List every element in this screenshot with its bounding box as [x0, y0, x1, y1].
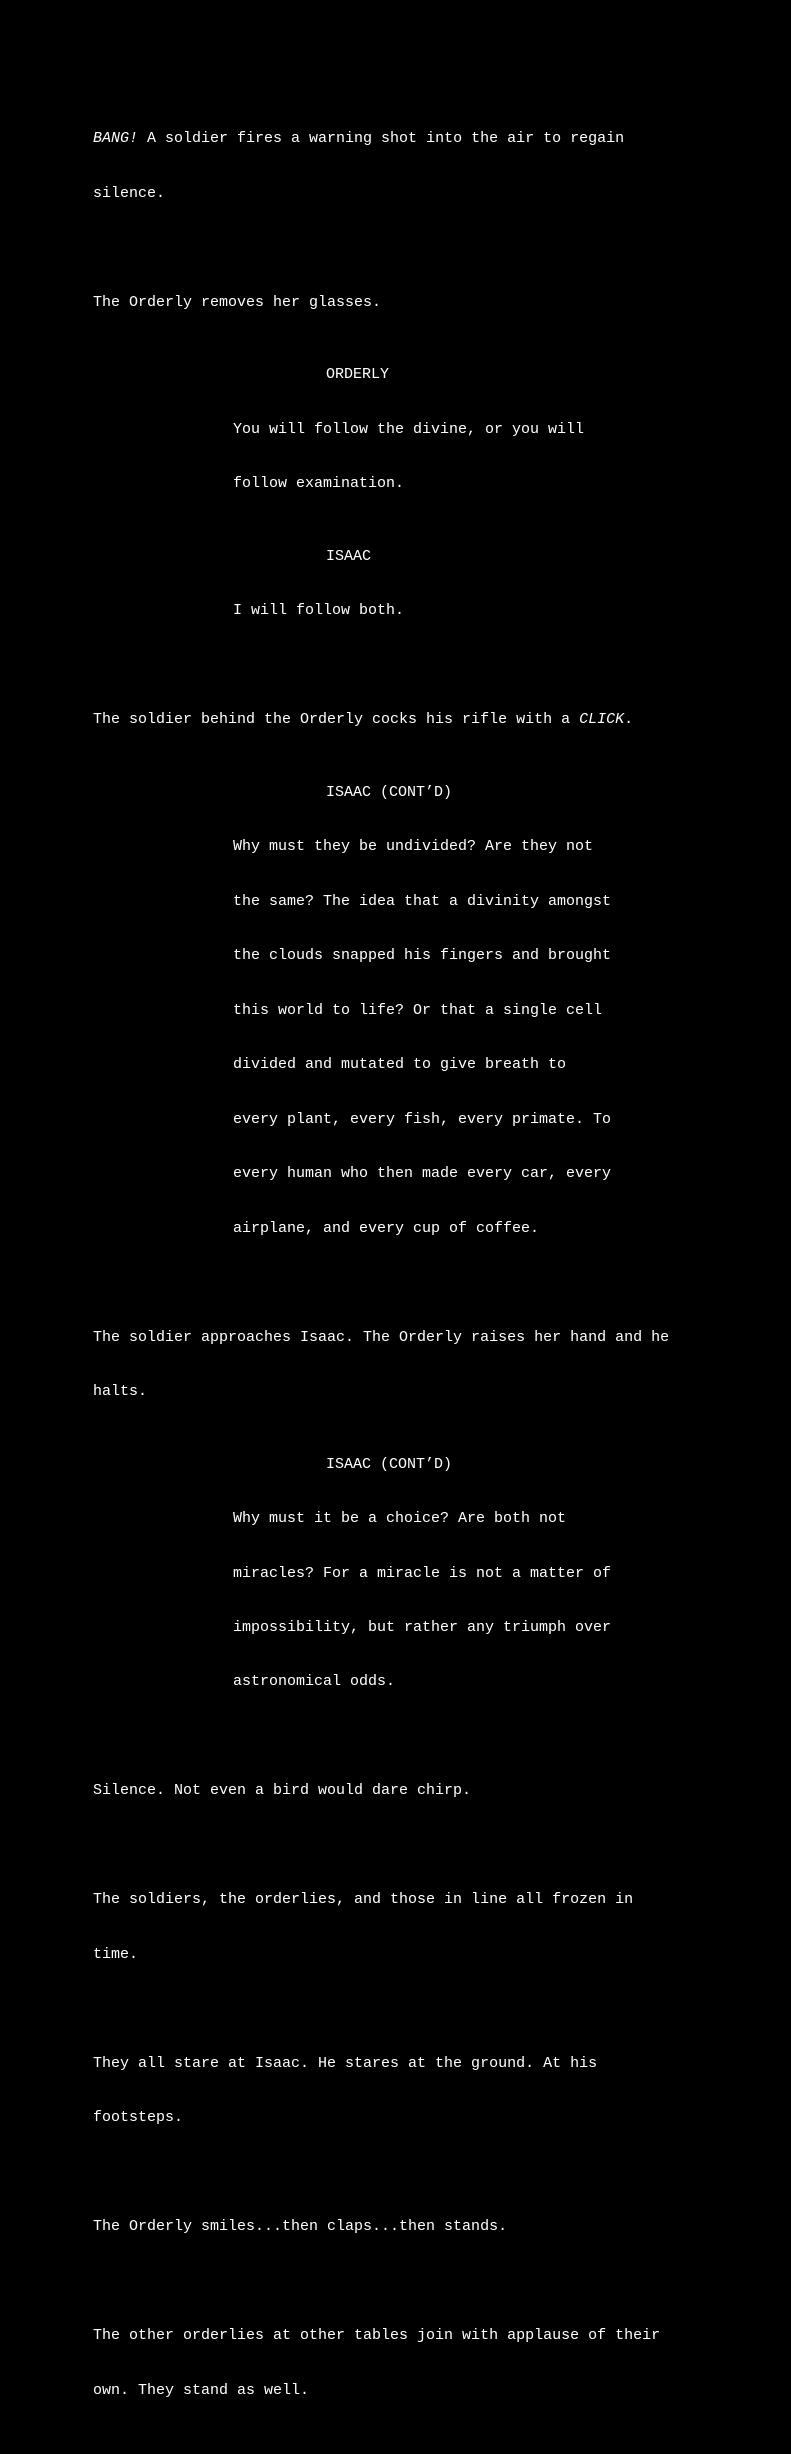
sound-effect: CLICK — [579, 711, 625, 729]
action-line: The soldiers, the orderlies, and those in line all frozen in — [93, 1891, 634, 1909]
dialogue-text: You will follow the divine, or you will follow examination. — [233, 420, 585, 493]
dialogue-block — [93, 366, 713, 529]
dialogue-block — [93, 784, 713, 1274]
action-line: own. They stand as well. — [93, 2381, 310, 2399]
character-name: ISAAC — [326, 547, 372, 565]
character-name: ISAAC (CONT’D) — [326, 783, 453, 801]
action-line: They all stare at Isaac. He stares at the ground. At his — [93, 2054, 598, 2072]
screenplay-page — [93, 94, 713, 2454]
action-line: The Orderly removes her glasses. — [93, 293, 382, 311]
action-block — [93, 257, 713, 348]
action-line: The Orderly smiles...then claps...then stands. — [93, 2218, 508, 2236]
character-name: ISAAC (CONT’D) — [326, 1455, 453, 1473]
action-block — [93, 2291, 713, 2436]
action-line: silence. — [93, 184, 166, 202]
action-block — [93, 2182, 713, 2273]
dialogue-block — [93, 1456, 713, 1728]
action-block — [93, 1855, 713, 2000]
character-name: ORDERLY — [326, 366, 390, 384]
action-line: footsteps. — [93, 2109, 184, 2127]
action-block — [93, 675, 713, 766]
sound-effect: BANG! — [93, 130, 139, 148]
action-line: BANG! A soldier fires a warning shot into the air to regain — [93, 130, 625, 148]
action-line: Silence. Not even a bird would dare chirp. — [93, 1782, 472, 1800]
action-block — [93, 94, 713, 239]
action-block — [93, 1746, 713, 1837]
dialogue-text: Why must they be undivided? Are they not the same? The idea that a divinity amongst the clouds snapped his fingers and brought this world to life? Or that a single cell divided and mutated to give breath to every plant, every fish, every primate. To every human who then made every car, every airplane, and every cup of coffee. — [233, 838, 612, 1237]
action-line: time. — [93, 1945, 139, 1963]
dialogue-block — [93, 548, 713, 657]
action-line: The other orderlies at other tables join with applause of their — [93, 2327, 661, 2345]
action-line: The soldier approaches Isaac. The Orderly raises her hand and he — [93, 1328, 670, 1346]
action-line: The soldier behind the Orderly cocks his rifle with a CLICK. — [93, 711, 634, 729]
dialogue-text: I will follow both. — [233, 602, 405, 620]
action-block — [93, 1292, 713, 1437]
action-block — [93, 2018, 713, 2163]
action-line: halts. — [93, 1383, 148, 1400]
dialogue-text: Why must it be a choice? Are both not miracles? For a miracle is not a matter of impossibility, but rather any triumph over astronomical odds. — [233, 1510, 612, 1691]
